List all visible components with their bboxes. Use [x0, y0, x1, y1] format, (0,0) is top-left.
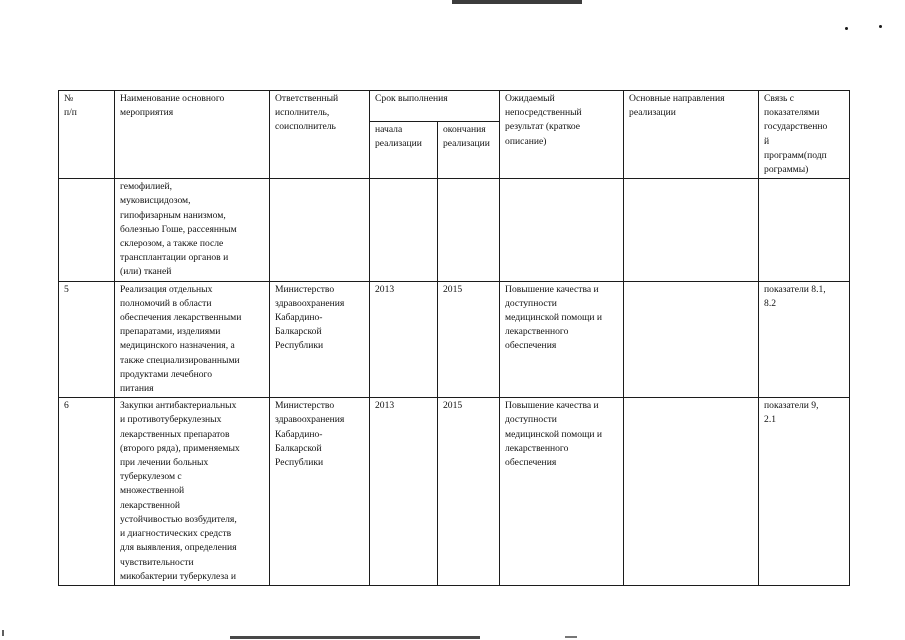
cell-start: 2013 — [370, 281, 438, 398]
scan-artifact-side — [2, 630, 4, 636]
cell-result: Повышение качества и доступности медицинской помощи и лекарственного обеспечения — [500, 398, 624, 586]
scan-dot — [879, 25, 882, 28]
cell-responsible: Министерство здравоохранения Кабардино- Балкарской Республики — [270, 398, 370, 586]
table-header-row — [59, 91, 850, 122]
cell-end: 2015 — [438, 281, 500, 398]
cell-name: гемофилией, муковисцидозом, гипофизарным нанизмом, болезнью Гоше, рассеянным склерозом, а также после трансплантации органов и (или) тканей — [115, 179, 270, 281]
scan-artifact-bottom — [230, 636, 480, 639]
cell-result: Повышение качества и доступности медицинской помощи и лекарственного обеспечения — [500, 281, 624, 398]
cell-responsible: Министерство здравоохранения Кабардино- Балкарской Республики — [270, 281, 370, 398]
header-term: Срок выполнения — [370, 91, 500, 122]
cell-link: показатели 9, 2.1 — [759, 398, 850, 586]
header-name: Наименование основного мероприятия — [115, 91, 270, 179]
cell-num — [59, 179, 115, 281]
measures-table — [58, 90, 850, 586]
header-result: Ожидаемый непосредственный результат (краткое описание) — [500, 91, 624, 179]
cell-num: 6 — [59, 398, 115, 586]
scan-dot — [845, 27, 848, 30]
cell-num: 5 — [59, 281, 115, 398]
cell-directions — [624, 179, 759, 281]
cell-end — [438, 179, 500, 281]
cell-directions — [624, 398, 759, 586]
header-responsible: Ответственный исполнитель, соисполнитель — [270, 91, 370, 179]
cell-start: 2013 — [370, 398, 438, 586]
table-row — [59, 179, 850, 281]
cell-link — [759, 179, 850, 281]
cell-name: Закупки антибактериальных и противотуберкулезных лекарственных препаратов (второго ряда), применяемых при лечении больных туберкулезом с множественной лекарственной устойчивостью возбудителя, и диагностических средств для выявления, определения чувствительности микобактерии туберкулеза и — [115, 398, 270, 586]
scan-artifact-top — [452, 0, 582, 4]
cell-name: Реализация отдельных полномочий в области обеспечения лекарственными препаратами, изделиями медицинского назначения, а также специализированными продуктами лечебного питания — [115, 281, 270, 398]
header-term-end: окончания реализации — [438, 122, 500, 179]
header-link: Связь с показателями государственно й программ(подп рограммы) — [759, 91, 850, 179]
cell-responsible — [270, 179, 370, 281]
header-directions: Основные направления реализации — [624, 91, 759, 179]
cell-link: показатели 8.1, 8.2 — [759, 281, 850, 398]
cell-end: 2015 — [438, 398, 500, 586]
table-row — [59, 281, 850, 398]
scan-artifact-bottom — [565, 636, 577, 638]
header-num: № п/п — [59, 91, 115, 179]
cell-result — [500, 179, 624, 281]
table-row — [59, 398, 850, 586]
cell-start — [370, 179, 438, 281]
cell-directions — [624, 281, 759, 398]
header-term-start: начала реализации — [370, 122, 438, 179]
